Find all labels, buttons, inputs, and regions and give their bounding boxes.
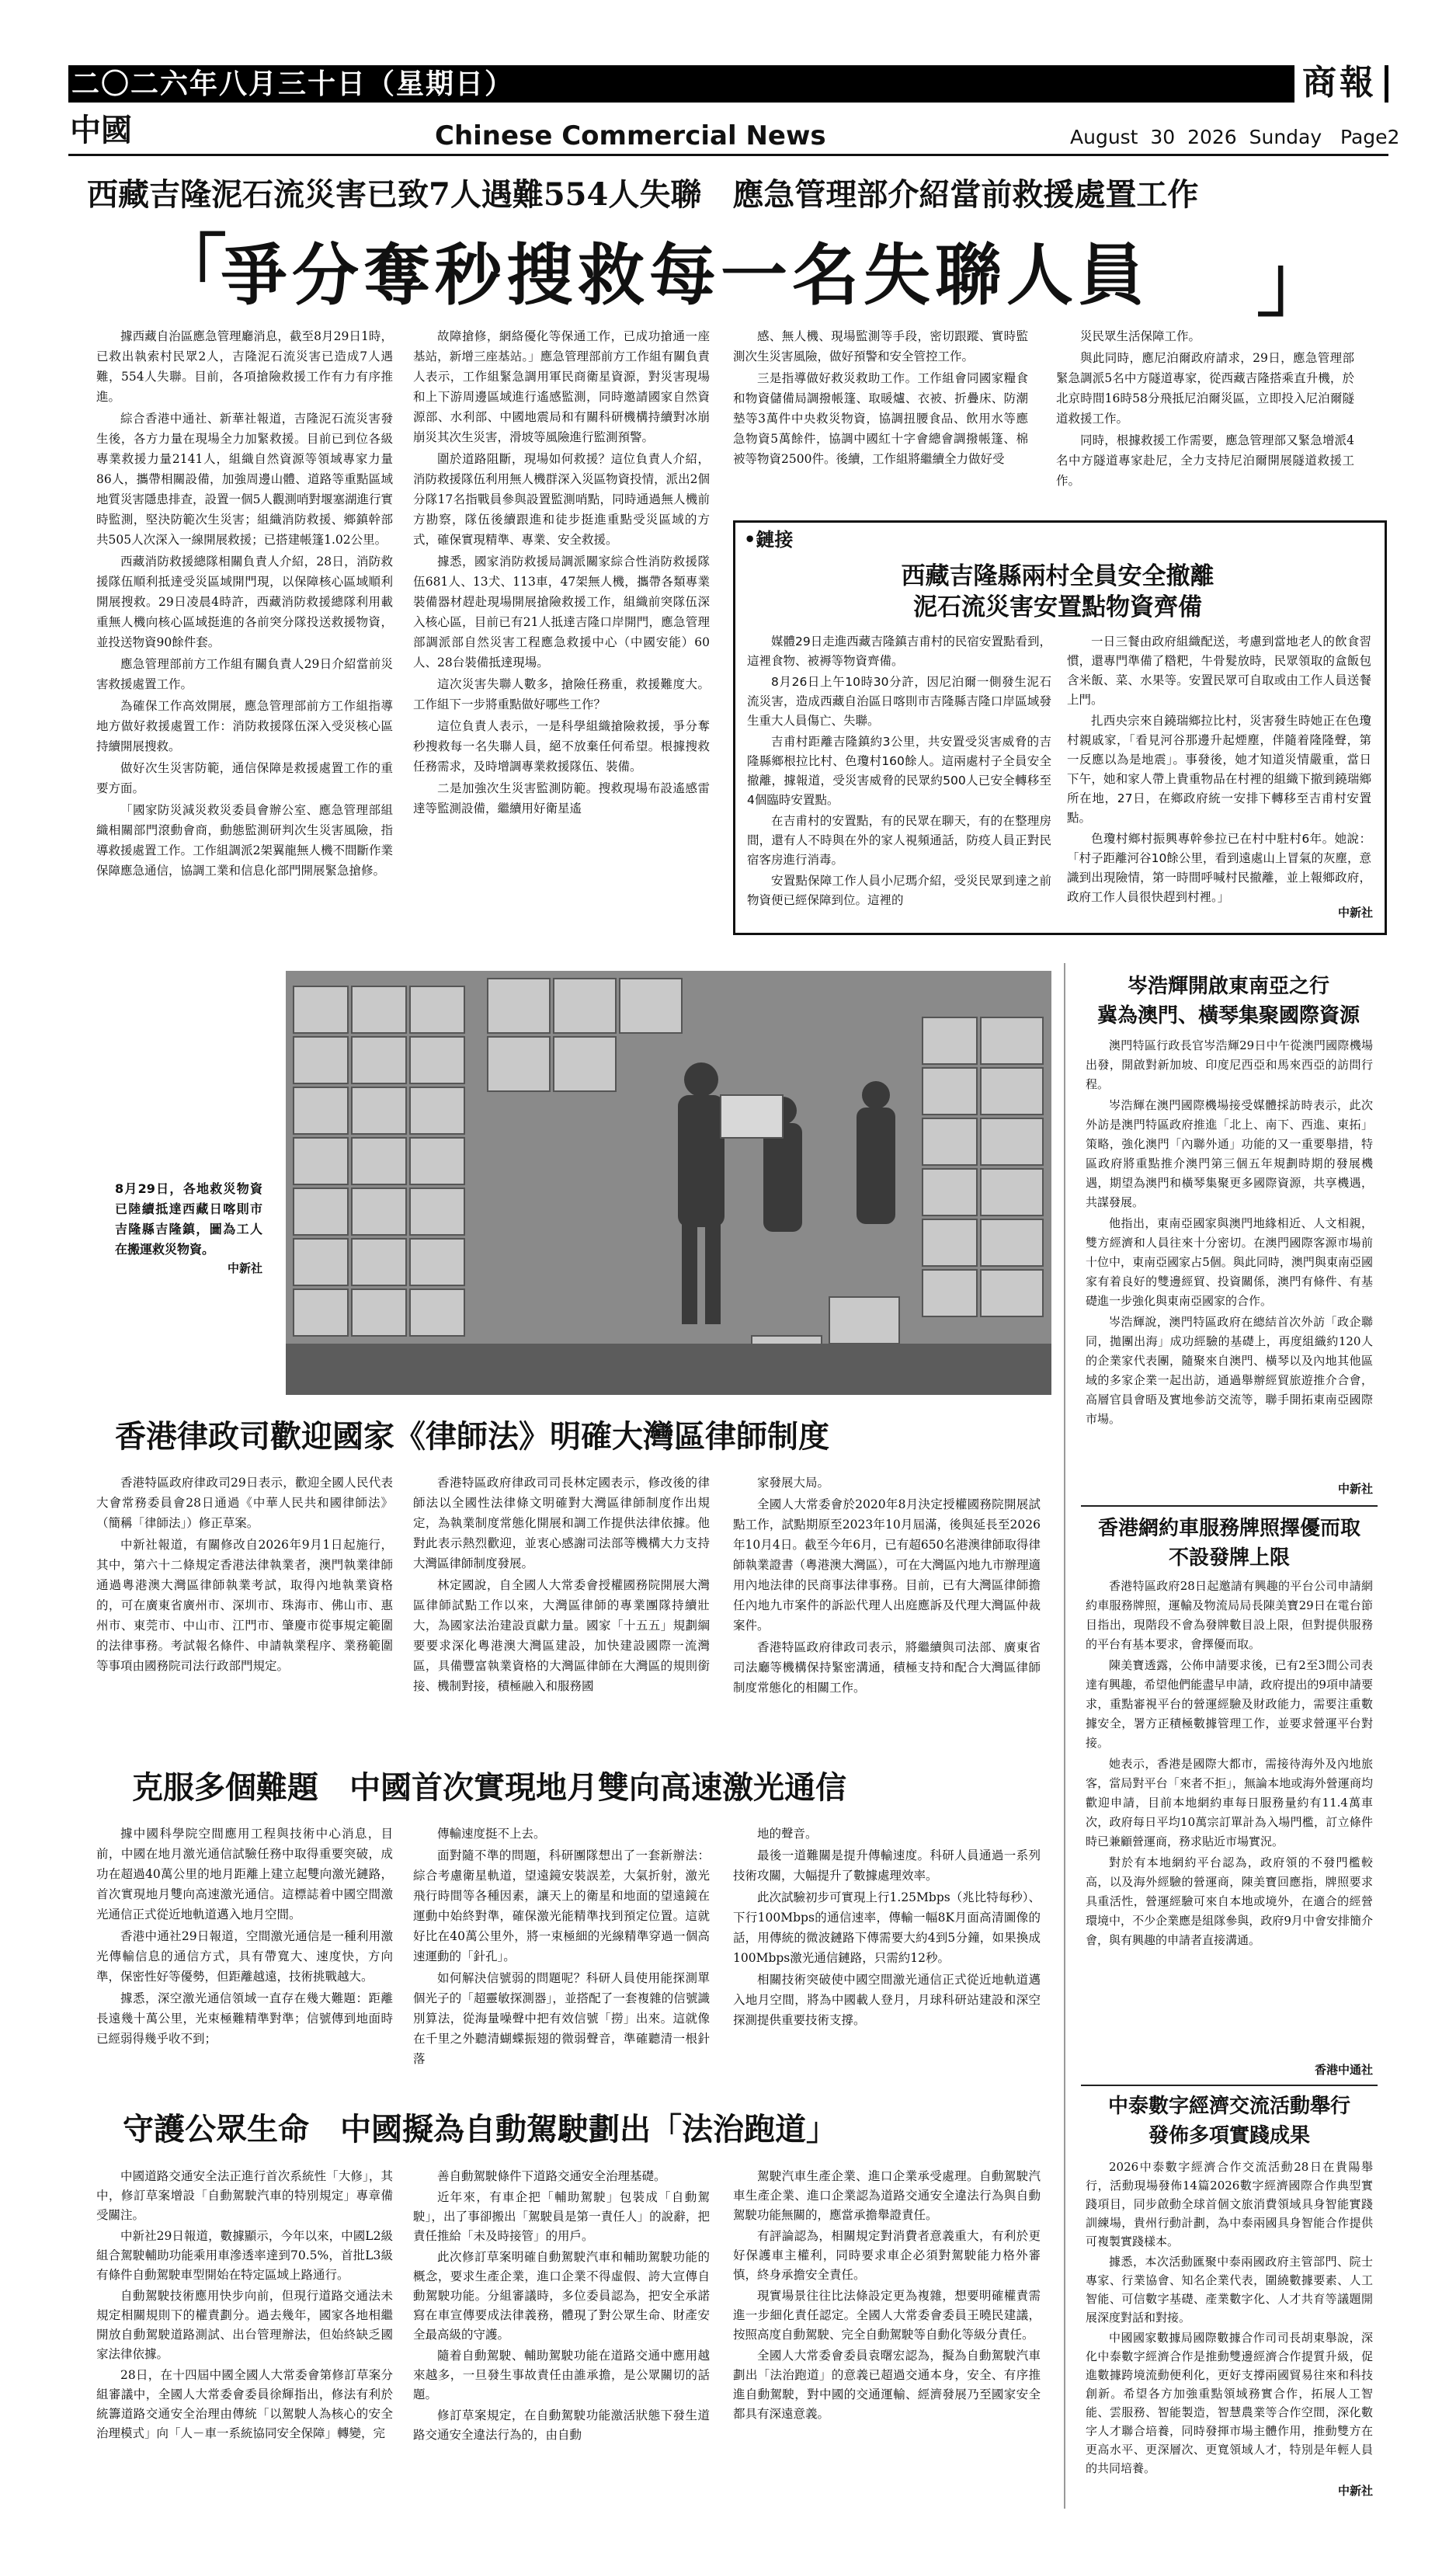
- lead-paragraph: 二是加強次生災害監測防範。搜救現場布設遙感雷達等監測設備，繼續用好衛星遙: [413, 781, 710, 816]
- story4-paragraph: 駕駛汽車生產企業、進口企業承受處理。自動駕駛汽車生產企業、進口企業認為道路交通安全違法行為與自動駕駛功能無關的，應當承擔舉證責任。: [733, 2169, 1041, 2222]
- story4-paragraph: 中新社29日報道，數據顯示，今年以來，中國L2級組合駕駛輔助功能乘用車滲透率達到70.5%，首批L3級有條件自動駕駛車型開始在特定區域上路通行。: [96, 2229, 393, 2282]
- right1-title-2: 冀為澳門、橫琴集聚國際資源: [1096, 1004, 1360, 1028]
- right2-title-1: 香港網約車服務牌照擇優而取: [1097, 1517, 1360, 1540]
- right2-title-2: 不設發牌上限: [1168, 1546, 1290, 1570]
- story3-paragraph: 地的聲音。: [757, 1827, 818, 1841]
- sidebar-paragraph: 扎西央宗來自鐃瑞鄉拉比村，災害發生時她正在色瓊村親戚家，「看見河谷那邊升起煙塵，伴隨着隆隆聲，第一反應以為是地震」。事發後，她才知道災情嚴重，當日下午，她和家人帶上貴重物品在村裡的組織下撤到鐃瑞鄉所在地，27日，在鄉政府統一安排下轉移至吉甫村安置點。: [1067, 714, 1371, 825]
- masthead-rule: [68, 154, 1388, 156]
- english-date: August 30 2026 Sunday Page2: [1070, 126, 1400, 148]
- story2-column-2: [413, 1473, 710, 1698]
- lead-paragraph: 這次災害失聯人數多，搶險任務重，救援難度大。工作組下一步將重點做好哪些工作？: [413, 677, 710, 711]
- right1-paragraph: 他指出，東南亞國家與澳門地緣相近、人文相親，雙方經濟和人員往來十分密切。在澳門國際客源市場前十位中，東南亞國家占5個。與此同時，澳門與東南亞國家有着良好的雙邊經貿、投資關係，澳門有條件、有基礎進一步強化與東南亞國家的合作。: [1086, 1216, 1373, 1308]
- section-name: 中國: [70, 112, 132, 148]
- right1-credit: 中新社: [1337, 1482, 1373, 1496]
- lead-paragraph: 這位負責人表示，一是科學組織搶險救援，爭分奪秒搜救每一名失聯人員，絕不放棄任何希望。根據搜救任務需求，及時增調專業救援隊伍、裝備。: [413, 719, 710, 774]
- story3-paragraph: 面對隨不準的問題，科研團隊想出了一套新辦法：綜合考慮衛星軌道，望遠鏡安裝誤差，大氣折射，激光飛行時間等各種因素，讓天上的衛星和地面的望遠鏡在運動中始終對準，確保激光能精準找到預定位置。這就好比在40萬公里外，將一束極細的光線精準穿過一個高速運動的「針孔」。: [413, 1848, 710, 1963]
- photo-caption: 8月29日，各地救災物資已陸續抵達西藏日喀則市吉隆縣吉隆鎮，圖為工人在搬運救災物資。: [115, 1181, 262, 1257]
- sidebar-paragraph: 媒體29日走進西藏吉隆鎮吉甫村的民宿安置點看到，這裡食物、被褥等物資齊備。: [747, 635, 1051, 668]
- story2-paragraph: 香港特區政府律政司29日表示，歡迎全國人民代表大會常務委員會28日通過《中華人民共和國律師法》（簡稱「律師法」）修正草案。: [96, 1476, 393, 1530]
- right1-paragraph: 澳門特區行政長官岑浩輝29日中午從澳門國際機場出發，開啟對新加坡、印度尼西亞和馬來西亞的訪問行程。: [1086, 1038, 1373, 1091]
- story4-headline: 守護公眾生命 中國擬為自動駕駛劃出「法治跑道」: [123, 2111, 837, 2147]
- lead-headline: 爭分奪秒搜救每一名失聯人員: [221, 236, 1149, 315]
- sidebar-paragraph: 在吉甫村的安置點，有的民眾在聊天，有的在整理房間，還有人不時與在外的家人視頻通話，防疫人員正對民宿客房進行消毒。: [747, 814, 1051, 867]
- sidebar-credit: 中新社: [1337, 906, 1373, 920]
- paper-english-name: Chinese Commercial News: [435, 120, 826, 151]
- story4-paragraph: 全國人大常委會委員袁曙宏認為，擬為自動駕駛汽車劃出「法治跑道」的意義已超過交通本身，安全、有序推進自動駕駛，對中國的交通運輸、經濟發展乃至國家安全都具有深遠意義。: [733, 2349, 1041, 2421]
- right1-title-1: 岑浩輝開啟東南亞之行: [1127, 975, 1329, 998]
- lead-paragraph: 災民眾生活保障工作。: [1080, 329, 1201, 343]
- lead-column-1: [96, 326, 393, 882]
- right1-body: [1086, 1036, 1373, 1431]
- story4-paragraph: 修訂草案規定，在自動駕駛功能激活狀態下發生道路交通安全違法行為的，由自動: [413, 2408, 710, 2442]
- right1-paragraph: 岑浩輝在澳門國際機場接受媒體採訪時表示，此次外訪是澳門特區政府推進「北上、南下、西進、東拓」策略，強化澳門「內聯外通」功能的又一重要舉措，特區政府將重點推介澳門第三個五年規劃時期的發展機遇，期望為澳門和橫琴集聚更多國際資源，共享機遇，共謀發展。: [1086, 1098, 1373, 1209]
- story4-paragraph: 28日，在十四屆中國全國人大常委會第修訂草案分組審議中，全國人大常委會委員徐輝指出，修法有利於統籌道路交通安全治理由傳統「以駕駛人為核心的安全治理模式」向「人－車一系統協同安全保障」轉變，完: [96, 2368, 393, 2440]
- photo-credit: 中新社: [227, 1261, 262, 1275]
- right-column-rule: [1064, 963, 1065, 2509]
- lead-paragraph: 故障搶修，網絡優化等保通工作，已成功搶通一座基站，新增三座基站。」應急管理部前方工作組有關負責人表示，工作組緊急調用軍民商衛星資源，對災害現場和上下游周邊區域進行遙感監測，同時邀請國家自然資源部、水利部、中國地震局和有關科研機構持續對冰崩崩災其次生災害，滑坡等風險進行監測預警。: [413, 329, 710, 444]
- story2-paragraph: 全國人大常委會於2020年8月決定授權國務院開展試點工作，試點期原至2023年10月屆滿，後與延長至2026年10月4日。截至今年6月，已有超650名港澳律師取得律師執業證書（粵港澳大灣區），可在大灣區內地九市辦理適用內地法律的民商事法律事務。目前，已有大灣區律師擔任內地九市案件的訴訟代理人出庭應訴及代理大灣區仲裁案件。: [733, 1497, 1041, 1633]
- lead-paragraph: 為確保工作高效開展，應急管理部前方工作組指導地方做好救援處置工作：消防救援隊伍深入受災核心區持續開展搜救。: [96, 699, 393, 753]
- lead-paragraph: 西藏消防救援總隊相關負責人介紹，28日，消防救援隊伍順利抵達受災區域開門現，以保障核心區域順利開展搜救。29日凌晨4時許，西藏消防救援總隊利用載重無人機向核心區域挺進的各前突分隊投送救援物資，並投送物資90餘件套。: [96, 555, 393, 649]
- right2-paragraph: 香港特區政府28日起邀請有興趣的平台公司申請網約車服務牌照，運輸及物流局局長陳美寶29日在電台節目指出，現階段不會為發牌數目設上限，但對提供服務的平台有基本要求，會擇優而取。: [1086, 1579, 1373, 1651]
- sidebar-title-2: 泥石流災害安置點物資齊備: [913, 593, 1202, 621]
- right3-title-1: 中泰數字經濟交流活動舉行: [1107, 2095, 1350, 2118]
- story2-paragraph: 林定國說，自全國人大常委會授權國務院開展大灣區律師試點工作以來，大灣區律師的專業團隊持續壯大，為國家法治建設貢獻力量。國家「十五五」規劃綱要要求深化粵港澳大灣區建設，加快建設國際一流灣區，具備豐富執業資格的大灣區律師在大灣區的規則銜接、機制對接，積極融入和服務國: [413, 1578, 710, 1693]
- link-label-text: 鏈接: [756, 528, 794, 551]
- paper-logo: 商報: [1294, 62, 1385, 104]
- story3-paragraph: 據悉，深空激光通信領域一直存在幾大難題：距離長遠幾十萬公里，光束極難精準對準；信號傳到地面時已經弱得幾乎收不到；: [96, 1991, 393, 2046]
- right2-paragraph: 陳美寶透露，公佈申請要求後，已有2至3間公司表達有興趣，希望他們能盡早申請，政府提出的9項申請要求，重點審視平台的營運經驗及財政能力，需要注重數據安全，署方正積極數據管理工作，並要求營運平台對接。: [1086, 1658, 1373, 1750]
- right2-paragraph: 她表示，香港是國際大都市，需接待海外及內地旅客，當局對平台「來者不拒」，無論本地或海外營運商均歡迎申請，目前本地網約車每日服務量約有11.4萬車次，政府每日平均10萬宗訂單計為入場門檻，訂立條件時已兼顧營運商，務求貼近市場實況。: [1086, 1757, 1373, 1848]
- story4-paragraph: 善自動駕駛條件下道路交通安全治理基礎。: [437, 2169, 666, 2183]
- story3-paragraph: 香港中通社29日報道，空間激光通信是一種利用激光傳輸信息的通信方式，具有帶寬大、速度快，方向準，保密性好等優勢，但距離越遠，技術挑戰越大。: [96, 1929, 393, 1984]
- sidebar-paragraph: 安置點保障工作人員小尼瑪介紹，受災民眾到達之前物資便已經保障到位。這裡的: [747, 874, 1051, 907]
- right3-credit: 中新社: [1337, 2484, 1373, 2498]
- masthead-date: 二〇二六年八月三十日（星期日）: [71, 68, 515, 100]
- lead-paragraph: 綜合香港中通社、新華社報道，吉隆泥石流災害發生後，各方力量在現場全力加緊救援。目前已到位各級專業救援力量2141人，組織自然資源等領域專家力量86人，攜帶相關設備，加強周邊山體、道路等重點區域地質災害隱患排查，設置一個5人觀測哨對堰塞湖進行實時監測，堅決防範次生災害；組織消防救援、鄉鎮幹部共505人次深入一線開展救援；已搭建帳篷1.02公里。: [96, 412, 393, 547]
- story2-paragraph: 香港特區政府律政司表示，將繼續與司法部、廣東省司法廳等機構保持緊密溝通，積極支持和配合大灣區律師制度常態化的相關工作。: [733, 1640, 1041, 1695]
- story4-paragraph: 隨着自動駕駛、輔助駕駛功能在道路交通中應用越來越多，一旦發生事故責任由誰承擔，是公眾關切的話題。: [413, 2349, 710, 2401]
- right3-paragraph: 2026中泰數字經濟合作交流活動28日在貴陽舉行，活動現場發佈14篇2026數字經濟國際合作典型實踐項目，同步啟動全球首個文旅消費領域具身智能實踐訓練場，貴州行動計劃，為中泰兩國具身智能合作提供可複製實踐樣本。: [1086, 2160, 1373, 2248]
- story3-column-3: [733, 1824, 1041, 2032]
- story4-column-1: [96, 2167, 393, 2445]
- lead-column-4: [1056, 326, 1354, 492]
- lead-paragraph: 應急管理部前方工作組有關負責人29日介紹當前災害救援處置工作。: [96, 657, 393, 691]
- lead-paragraph: 與此同時，應尼泊爾政府請求，29日，應急管理部緊急調派5名中方隧道專家，從西藏吉隆搭乘直升機，於北京時間16時58分飛抵尼泊爾災區，立即投入尼泊爾隧道救援工作。: [1056, 351, 1354, 426]
- story3-paragraph: 此次試驗初步可實現上行1.25Mbps（兆比特每秒）、下行100Mbps的通信速率，傳輸一幅8K月面高清圖像的話，用傳統的微波鏈路下傳需要大約4到5分鐘，如果換成100Mbps激光通信鏈路，只需約12秒。: [733, 1890, 1041, 1965]
- sidebar-paragraph: 一日三餐由政府組織配送，考慮到當地老人的飲食習慣，還專門準備了糌粑，牛骨髮放時，民眾領取的盒飯包含米飯、菜、水果等。安置民眾可自取或由工作人員送餐上門。: [1067, 635, 1371, 707]
- lead-kicker: 西藏吉隆泥石流災害已致7人遇難554人失聯 應急管理部介紹當前救援處置工作: [87, 176, 1199, 213]
- right-divider-1: [1081, 1505, 1378, 1507]
- right3-title-2: 發佈多項實踐成果: [1148, 2124, 1310, 2147]
- lead-paragraph: 據悉，國家消防救援局調派關家綜合性消防救援隊伍681人、13犬、113車，47架無人機，攜帶各類專業裝備器材趕赴現場開展搶險救援工作，組織前突隊伍深入核心區，目前已有21人抵達吉隆口岸開門，應急管理部調派部自然災害工程應急救援中心（中國安能）60人、28台裝備抵達現場。: [413, 555, 710, 669]
- lead-paragraph: 圍於道路阻斷，現場如何救援？這位負責人介紹，消防救援隊伍利用無人機群深入災區物資投情，派出2個分隊17名指戰員參與設置監測哨點，同時通過無人機前方勘察，隊伍後續跟進和徒步挺進重點受災區域的方式，確保實現精準、專業、安全救援。: [413, 452, 710, 547]
- story2-headline: 香港律政司歡迎國家《律師法》明確大灣區律師制度: [115, 1418, 829, 1455]
- sidebar-paragraph: 吉甫村距離吉隆鎮約3公里，共安置受災害威脅的吉隆縣鄉根拉比村、色瓊村160餘人。這兩處村子全員安全撤離，據報道，受災害威脅的民眾約500人已安全轉移至4個臨時安置點。: [747, 735, 1051, 807]
- story2-column-3: [733, 1473, 1041, 1699]
- story4-paragraph: 此次修訂草案明確自動駕駛汽車和輔助駕駛功能的概念，要求生產企業，進口企業不得虛假、誇大宣傳自動駕駛功能。分組審議時，多位委員認為，把安全承諾寫在車宣傳要成法律義務，體現了對公眾生命、財產安全最高級的守護。: [413, 2250, 710, 2342]
- story3-column-1: [96, 1824, 393, 2050]
- lead-quote-close: 」: [1256, 239, 1331, 327]
- story3-paragraph: 相關技術突破使中國空間激光通信正式從近地軌道邁入地月空間，將為中國載人登月，月球科研站建設和深空探測提供重要技術支撐。: [733, 1973, 1041, 2027]
- story2-paragraph: 家發展大局。: [757, 1476, 830, 1490]
- sidebar-paragraph: 色瓊村鄉村振興專幹參拉已在村中駐村6年。她說：「村子距離河谷10餘公里，看到遠處山上冒氣的灰塵，意識到出現險情，第一時間呼喊村民撤離，並上報鄉政府，政府工作人員很快趕到村裡。」: [1067, 832, 1371, 904]
- right3-paragraph: 據悉，本次活動匯聚中泰兩國政府主管部門、院士專家、行業協會、知名企業代表，圍繞數據要素、人工智能、可信數字基礎、產業數字化、人才共育等議題開展深度對話和對接。: [1086, 2255, 1373, 2325]
- story4-paragraph: 有評論認為，相關規定對消費者意義重大，有利於更好保護車主權利，同時要求車企必須對駕駛能力格外審慎，終身承擔安全責任。: [733, 2229, 1041, 2282]
- lead-quote-open: 「: [152, 225, 227, 313]
- lead-paragraph: 做好次生災害防範，通信保障是救援處置工作的重要方面。: [96, 761, 393, 795]
- story4-column-3: [733, 2167, 1041, 2426]
- lead-column-3: [733, 326, 1028, 471]
- right3-body: [1086, 2158, 1373, 2479]
- story4-paragraph: 中國道路交通安全法正進行首次系統性「大修」，其中，修訂草案增設「自動駕駛汽車的特別規定」專章備受關注。: [96, 2169, 393, 2222]
- right2-body: [1086, 1577, 1373, 1952]
- right1-paragraph: 岑浩輝說，澳門特區政府在總結首次外訪「政企聯同，拋團出海」成功經驗的基礎上，再度組織約120人的企業家代表團，隨聚來自澳門、橫琴以及內地其他區域的多家企業一起出訪，通過舉辦經貿旅遊推介合會，高層官員會晤及實地參訪交流等，聯手開拓東南亞國際市場。: [1086, 1315, 1373, 1426]
- story4-paragraph: 現實場景往往比法條設定更為複雜，想要明確權責需進一步細化責任認定。全國人大常委會委員王曉民建議，按照高度自動駕駛、完全自動駕駛等自動化等級分責任。: [733, 2289, 1041, 2342]
- bullet-icon: •: [744, 528, 756, 551]
- story3-paragraph: 傳輸速度挺不上去。: [437, 1827, 546, 1841]
- link-label: [744, 528, 793, 551]
- lead-paragraph: 同時，根據救援工作需要，應急管理部又緊急增派4名中方隧道專家赴尼，全力支持尼泊爾開展隧道救援工作。: [1056, 433, 1354, 488]
- story3-paragraph: 如何解決信號弱的問題呢？科研人員使用能探測單個光子的「超靈敏探測器」，並搭配了一套複雜的信號識別算法，從海量噪聲中把有效信號「撈」出來。這就像在千里之外聽清蝴蝶振翅的微弱聲音，準確聽清一根針落: [413, 1971, 710, 2066]
- right3-paragraph: 中國國家數據局國際數據合作司司長胡東舉說，深化中泰數字經濟合作是推動雙邊經濟合作提質升級，促進數據跨境流動便利化，更好支撐兩國貿易往來和科技創新。希望各方加強重點領域務實合作，拓展人工智能、雲服務、智能製造，智慧農業等合作空間，深化數字人才聯合培養，同時發揮市場主體作用，推動雙方在更高水平、更深層次、更寬領域人才，特別是年輕人員的共同培養。: [1086, 2331, 1373, 2475]
- right2-paragraph: 對於有本地網約平台認為，政府領的不發門檻較高，以及海外經驗的營運商，陳美寶回應指，牌照要求具重活性，營運經驗可來自本地或境外，在適合的經營環境中，不少企業應是組隊參與，政府9月中會安排簡介會，與有興趣的申請者直接溝通。: [1086, 1855, 1373, 1947]
- sidebar-paragraph: 8月26日上午10時30分許，因尼泊爾一側發生泥石流災害，造成西藏自治區日喀則市吉隆縣吉隆口岸區域發生重大人員傷亡、失聯。: [747, 675, 1051, 728]
- story2-paragraph: 香港特區政府律政司司長林定國表示，修改後的律師法以全國性法律條文明確對大灣區律師制度作出規定，為執業制度常態化開展和調工作提供法律依據。他對此表示熱烈歡迎，並衷心感謝司法部等機構大力支持大灣區律師制度發展。: [413, 1476, 710, 1570]
- story3-paragraph: 據中國科學院空間應用工程與技術中心消息，目前，中國在地月激光通信試驗任務中取得重要突破，成功在超過40萬公里的地月距離上建立起雙向激光鏈路，首次實現地月雙向高速激光通信。這標誌着中國空間激光通信正式從近地軌道邁入地月空間。: [96, 1827, 393, 1921]
- story4-column-2: [413, 2167, 710, 2446]
- lead-column-2: [413, 326, 710, 820]
- sidebar-column-a: [747, 632, 1051, 912]
- story2-paragraph: 中新社報道，有關修改自2026年9月1日起施行，其中，第六十二條規定香港法律執業者，澳門執業律師通過粵港澳大灣區律師執業考試，取得內地執業資格的，可在廣東省廣州市、深圳市、珠海市、佛山市、惠州市、東莞市、中山市、江門市、肇慶市從事規定範圍的法律事務。考試報名條件、申請執業程序、業務範圍等事項由國務院司法行政部門規定。: [96, 1538, 393, 1673]
- sidebar-title-1: 西藏吉隆縣兩村全員安全撤離: [901, 562, 1214, 590]
- story2-column-1: [96, 1473, 393, 1678]
- story4-paragraph: 自動駕駛技術應用快步向前，但現行道路交通法未規定相關規則下的權責劃分。過去幾年，國家各地相繼開放自動駕駛道路測試、出台管理辦法，但始終缺乏國家法律依據。: [96, 2289, 393, 2361]
- story4-paragraph: 近年來，有車企把「輔助駕駛」包裝成「自動駕駛」，出了事卻搬出「駕駛員是第一責任人」的說辭，把責任推給「未及時接管」的用戶。: [413, 2190, 710, 2243]
- lead-paragraph: 「國家防災減災救災委員會辦公室、應急管理部組織相關部門滾動會商，動態監測研判次生災害風險，指導救援處置工作。工作組調派2架翼龍無人機不間斷作業保障應急通信，協調工業和信息化部門開展緊急搶修。: [96, 803, 393, 878]
- lead-paragraph: 據西藏自治區應急管理廳消息，截至8月29日1時，已救出執索村民眾2人，吉隆泥石流災害已造成7人遇難，554人失聯。目前，各項搶險救援工作有力有序推進。: [96, 329, 393, 404]
- right2-credit: 香港中通社: [1314, 2063, 1373, 2077]
- story3-paragraph: 最後一道難關是提升傳輸速度。科研人員通過一系列技術攻關，大幅提升了數據處理效率。: [733, 1848, 1041, 1883]
- right-divider-2: [1081, 2085, 1378, 2086]
- photo-illustration: [286, 971, 1051, 1395]
- lead-paragraph: 感、無人機、現場監測等手段，密切跟蹤、實時監測次生災害風險，做好預警和安全管控工作。: [733, 329, 1028, 363]
- sidebar-column-b: [1067, 632, 1371, 909]
- news-photo: [286, 971, 1051, 1395]
- story3-headline: 克服多個難題 中國首次實現地月雙向高速激光通信: [132, 1769, 846, 1806]
- lead-paragraph: 三是指導做好救災救助工作。工作組會同國家糧食和物資儲備局調撥帳篷、取暖爐、衣被、折疊床、防潮墊等3萬件中央救災物資，協調扭腰食品、飲用水等應急物資5萬餘件，協調中國紅十字會總會調撥帳篷、棉被等物資2500件。後續，工作組將繼續全力做好受: [733, 371, 1028, 466]
- story3-column-2: [413, 1824, 710, 2071]
